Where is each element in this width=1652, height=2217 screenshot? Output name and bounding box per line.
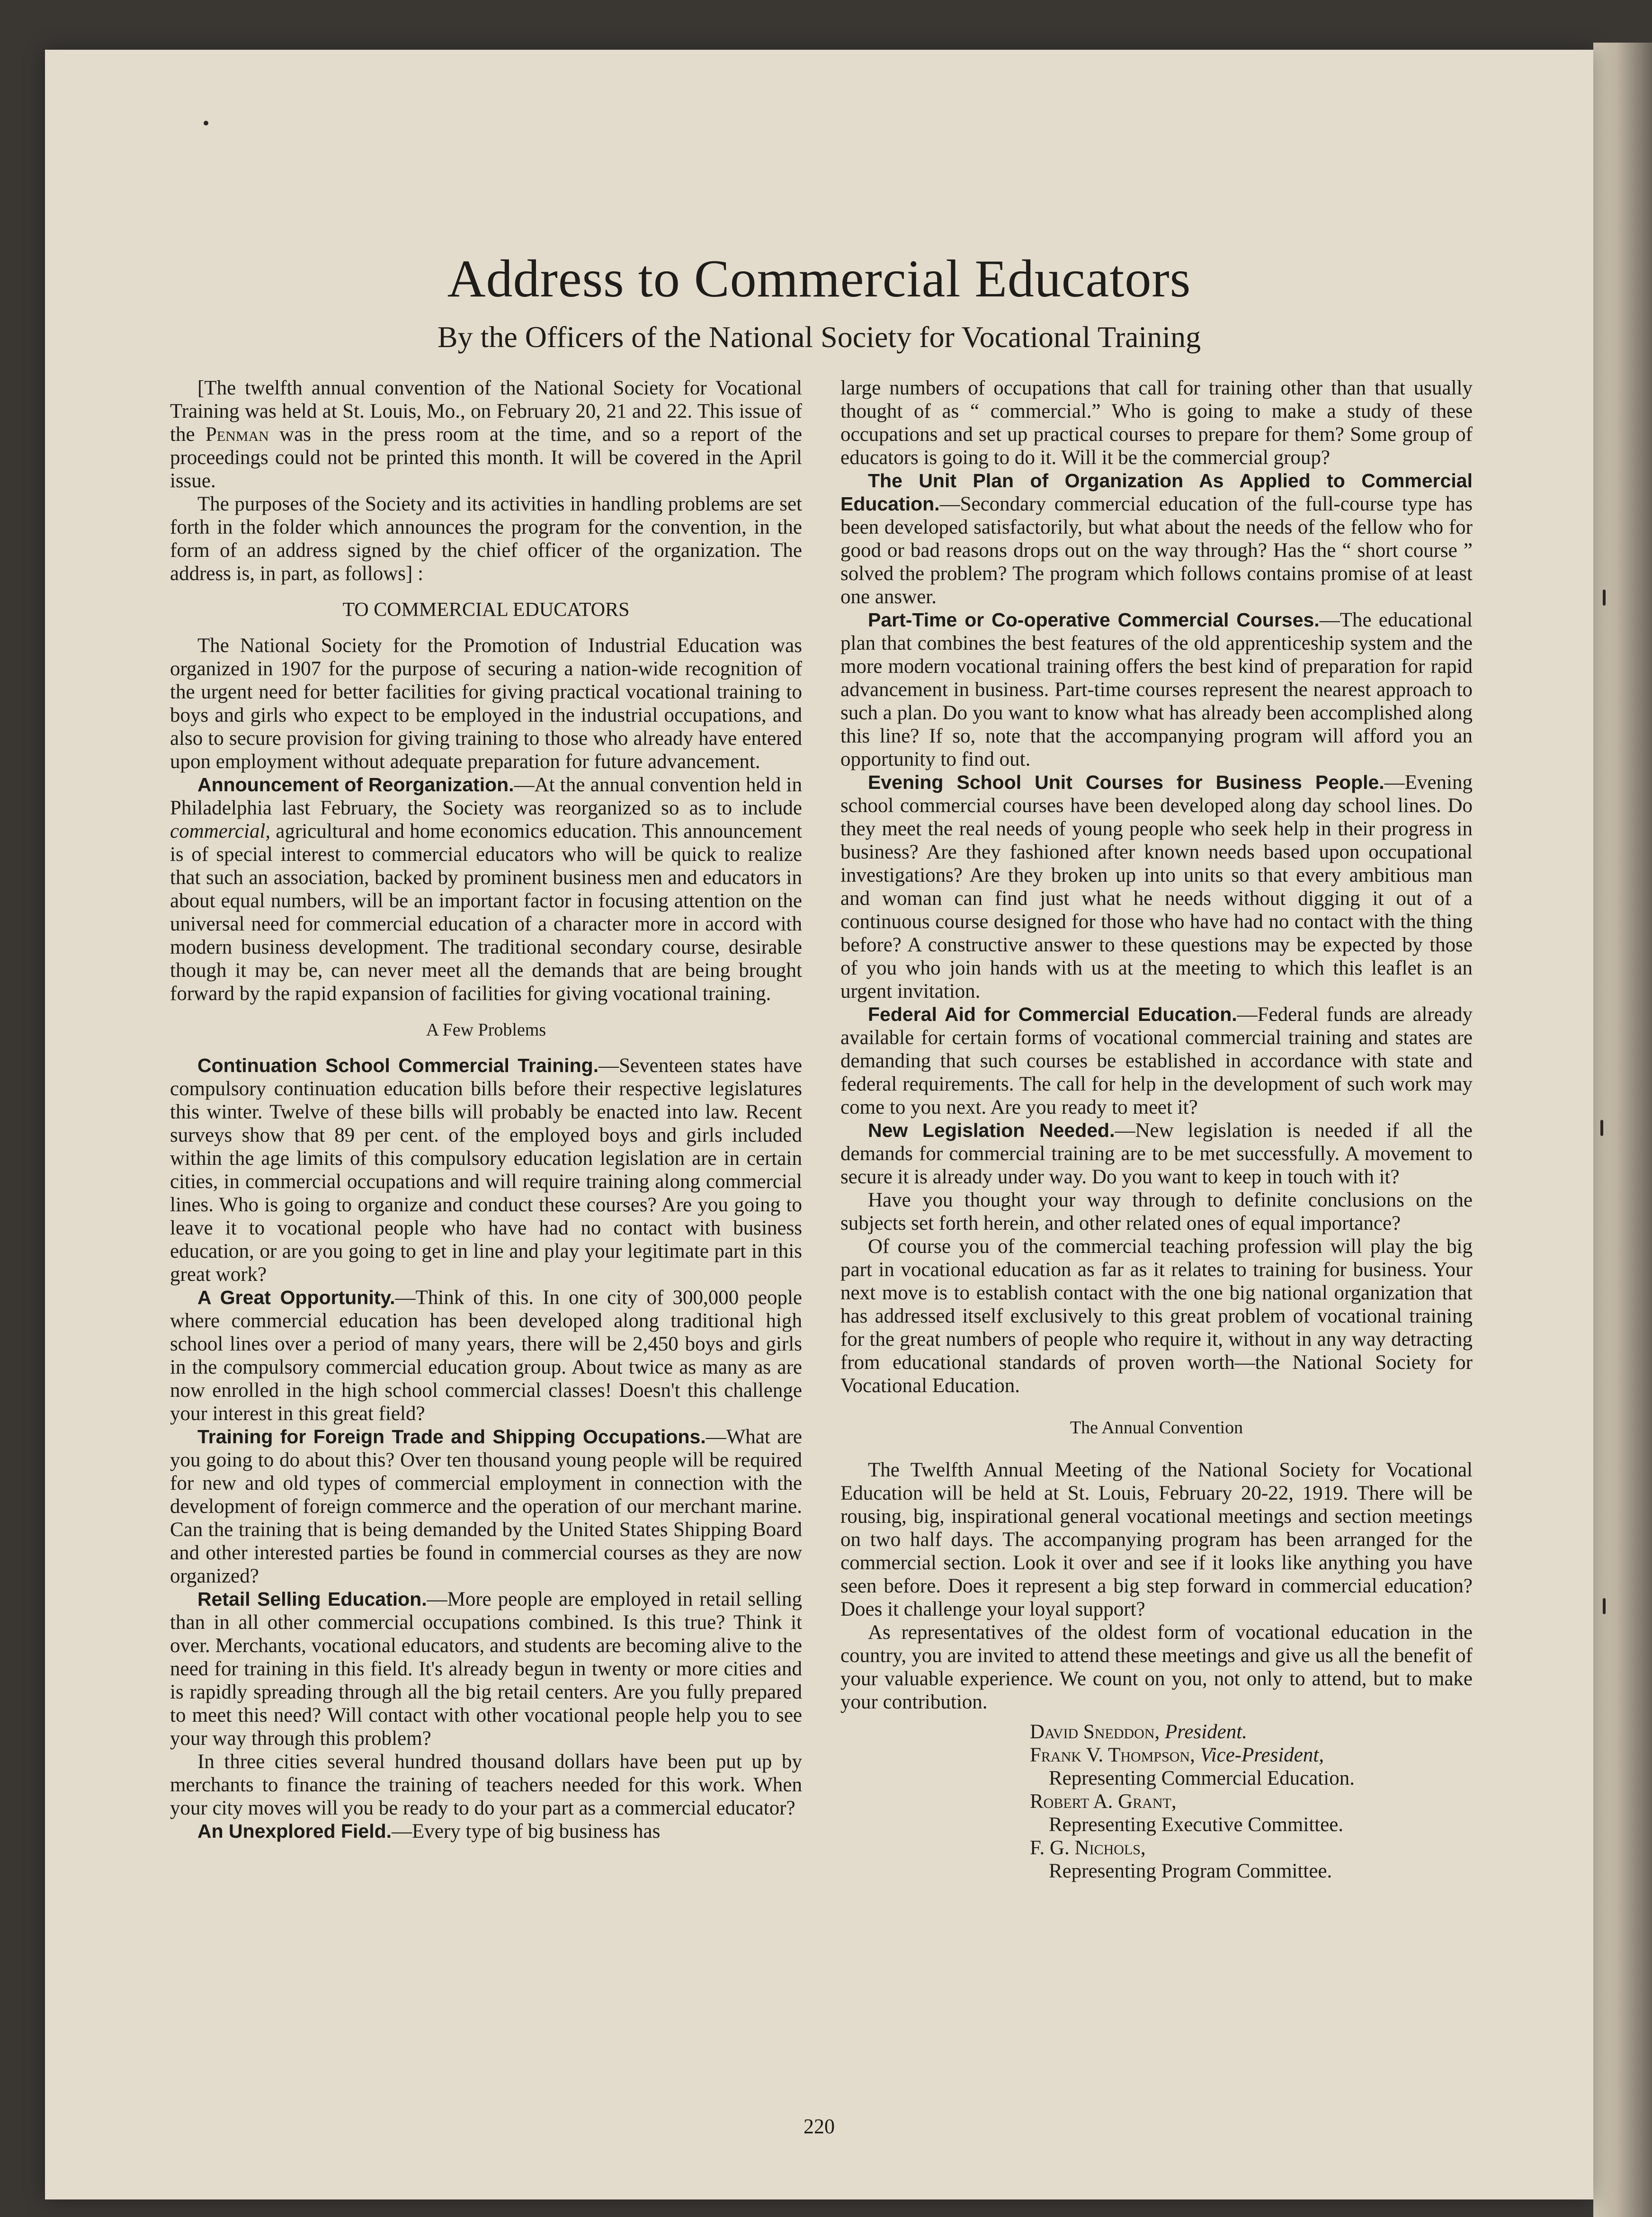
paragraph-heading: Retail Selling Education.	[197, 1588, 427, 1610]
left-column	[170, 376, 802, 1843]
paragraph-heading: Continuation School Commercial Training.	[197, 1055, 599, 1076]
paragraph-heading: Part-Time or Co-operative Commercial Courses.	[868, 609, 1320, 631]
article-title: Address to Commercial Educators	[447, 250, 1191, 308]
body-paragraph: Training for Foreign Trade and Shipping Occupations.—What are you going to do about this? Over ten thousand young people will be required for new and old types of commercial employment in connection with the development of foreign commerce and the operation of our merchant marine. Can the training that is being demanded by the United States Shipping Board and other interested parties be found in commercial courses as they are now organized?	[170, 1426, 803, 1587]
signature-line: Robert A. Grant,	[1030, 1790, 1177, 1813]
body-paragraph: Part-Time or Co-operative Commercial Courses.—The educational plan that combines the best features of the old apprenticeship system and the more modern vocational training offers the best kind of preparation for rapid advancement in business. Part-time courses represent the nearest approach to such a plan. Do you want to know what has already been accomplished along this line? If so, note that the accompanying program will afford you an opportunity to find out.	[840, 609, 1473, 770]
paragraph-heading: Federal Aid for Commercial Education.	[868, 1003, 1237, 1025]
paragraph-heading: The Unit Plan of Organization As Applied to Commercial Education.	[840, 470, 1473, 515]
body-paragraph: Have you thought your way through to definite conclusions on the subjects set forth herein, and other related ones of equal importance?	[840, 1189, 1473, 1234]
body-paragraph: In three cities several hundred thousand dollars have been put up by merchants to finance the training of teachers needed for this work. When your city moves will you be ready to do your part as a commercial educator?	[170, 1751, 802, 1819]
signature-line: David Sneddon, President.	[1030, 1721, 1247, 1743]
body-paragraph: Of course you of the commercial teaching profession will play the big part in vocational education as far as it relates to training for business. Your next move is to establish contact with the one big national organization that has addressed itself exclusively to this great problem of vocational training for the great numbers of people who require it, without in any way detracting from educational standards of proven worth—the National Society for Vocational Education.	[840, 1235, 1473, 1397]
paragraph-heading: Training for Foreign Trade and Shipping Occupations.	[197, 1426, 706, 1448]
section-heading: TO COMMERCIAL EDUCATORS	[342, 599, 630, 621]
section-heading: The Annual Convention	[1070, 1418, 1243, 1438]
magazine-page	[45, 50, 1593, 2199]
body-paragraph: The National Society for the Promotion of Industrial Education was organized in 1907 for the purpose of securing a nation-wide recognition of the urgent need for better facilities for giving practical vocational training to boys and girls who expect to be employed in the industrial occupations, and also to secure provision for giving training to those who already have entered upon employment without adequate preparation for future advancement.	[170, 635, 802, 773]
article-byline: By the Officers of the National Society for Vocational Training	[437, 320, 1201, 354]
section-heading: A Few Problems	[426, 1020, 546, 1040]
binding-mark	[1603, 1598, 1606, 1614]
paragraph-heading: New Legislation Needed.	[868, 1119, 1115, 1141]
binding-mark	[1600, 1120, 1603, 1136]
body-paragraph: Announcement of Reorganization.—At the annual convention held in Philadelphia last February, the Society was reorganized so as to include commercial, agricultural and home economics education. This announcement is of special interest to commercial educators who will be quick to realize that such an association, backed by prominent business men and educators in about equal numbers, will be an important factor in focusing attention on the universal need for commercial education of a character more in accord with modern business development. The traditional secondary course, desirable though it may be, can never meet all the demands that are being brought forward by the rapid expansion of facilities for giving vocational training.	[170, 774, 802, 1005]
paragraph-heading: An Unexplored Field.	[197, 1820, 392, 1842]
body-paragraph: Continuation School Commercial Training.—Seventeen states have compulsory continuation education bills before their respective legislatures this winter. Twelve of these bills will probably be enacted into law. Recent surveys show that 89 per cent. of the employed boys and girls included within the age limits of this compulsory education legislation are in certain cities, in commercial occupations and will require training along commercial lines. Who is going to organize and conduct these courses? Are you going to leave it to vocational people who have had no contact with business education, or are you going to get in line and play your legitimate part in this great work?	[170, 1055, 802, 1286]
signature-line: F. G. Nichols,	[1030, 1837, 1146, 1859]
body-paragraph: New Legislation Needed.—New legislation is needed if all the demands for commercial training are to be met successfully. A movement to secure it is already under way. Do you want to keep in touch with it?	[840, 1119, 1473, 1188]
intro-paragraph: The purposes of the Society and its activities in handling problems are set forth in the folder which announces the program for the convention, in the form of an address signed by the chief officer of the organization. The address is, in part, as follows] :	[170, 493, 802, 585]
body-paragraph: Federal Aid for Commercial Education.—Federal funds are already available for certain forms of vocational commercial training and states are demanding that such courses be established in accordance with state and federal requirements. The call for help in the development of such work may come to you next. Are you ready to meet it?	[840, 1003, 1473, 1118]
signature-line: Frank V. Thompson, Vice-President,	[1030, 1744, 1324, 1766]
intro-paragraph: [The twelfth annual convention of the National Society for Vocational Training was held at St. Louis, Mo., on February 20, 21 and 22. This issue of the Penman was in the press room at the time, and so a report of the proceedings could not be printed this month. It will be covered in the April issue.	[170, 377, 802, 492]
binding-mark	[1603, 590, 1606, 606]
paragraph-heading: Announcement of Reorganization.	[197, 774, 514, 796]
body-paragraph: An Unexplored Field.—Every type of big business has	[197, 1820, 661, 1842]
paragraph-heading: Evening School Unit Courses for Business People.	[868, 771, 1384, 793]
body-paragraph: As representatives of the oldest form of vocational education in the country, you are invited to attend these meetings and give us all the benefit of your valuable experience. We count on you, not only to attend, but to make your contribution.	[840, 1621, 1473, 1713]
page-speck	[204, 121, 208, 125]
body-paragraph: Retail Selling Education.—More people are employed in retail selling than in all other commercial occupations combined. Is this true? Think it over. Merchants, vocational educators, and students are becoming alive to the need for training in this field. It's already begun in twenty or more cities and is rapidly spreading through all the big retail centers. Are you fully prepared to meet this need? Will contact with other vocational people help you to see your way through this problem?	[170, 1588, 802, 1750]
body-paragraph: large numbers of occupations that call for training other than that usually thought of as “ commercial.” Who is going to make a study of these occupations and set up practical courses to prepare for them? Some group of educators is going to do it. Will it be the commercial group?	[840, 377, 1473, 469]
penman-name: Penman	[205, 423, 269, 446]
page-number: 220	[804, 2115, 835, 2138]
signature-role: Representing Executive Committee.	[1049, 1814, 1344, 1836]
body-paragraph: The Unit Plan of Organization As Applied to Commercial Education.—Secondary commercial education of the full-course type has been developed satisfactorily, but what about the needs of the fellow who for good or bad reasons drops out on the way through? Has the “ short course ” solved the problem? The program which follows contains promise of at least one answer.	[840, 470, 1473, 608]
signature-block	[840, 1720, 1473, 1883]
body-paragraph: The Twelfth Annual Meeting of the National Society for Vocational Education will be held at St. Louis, February 20-22, 1919. There will be rousing, big, inspirational general vocational meetings and section meetings on two half days. The accompanying program has been arranged for the commercial section. Look it over and see if it looks like anything you have seen before. Does it represent a big step forward in commercial education? Does it challenge your loyal support?	[840, 1459, 1473, 1620]
body-paragraph: A Great Opportunity.—Think of this. In one city of 300,000 people where commercial education has been developed along traditional high school lines over a period of many years, there will be 2,450 boys and girls in the compulsory commercial education group. About twice as many as are now enrolled in the high school commercial classes! Doesn't this challenge your interest in this great field?	[170, 1287, 802, 1425]
right-column	[840, 376, 1473, 1883]
body-paragraph: Evening School Unit Courses for Business People.—Evening school commercial courses have been developed along day school lines. Do they meet the real needs of young people who seek help in their progress in business? Are they fashioned after known needs based upon occupational investigations? Are they broken up into units so that every ambitious man and woman can find just what he needs without digging it out of a continuous course designed for those who have had no contact with the thing before? A constructive answer to these questions may be expected by those of you who join hands with us at the meeting to which this leaflet is an urgent invitation.	[840, 771, 1473, 1002]
paragraph-heading: A Great Opportunity.	[197, 1287, 395, 1308]
signature-role: Representing Commercial Education.	[1049, 1767, 1355, 1789]
signature-role: Representing Program Committee.	[1049, 1860, 1332, 1882]
